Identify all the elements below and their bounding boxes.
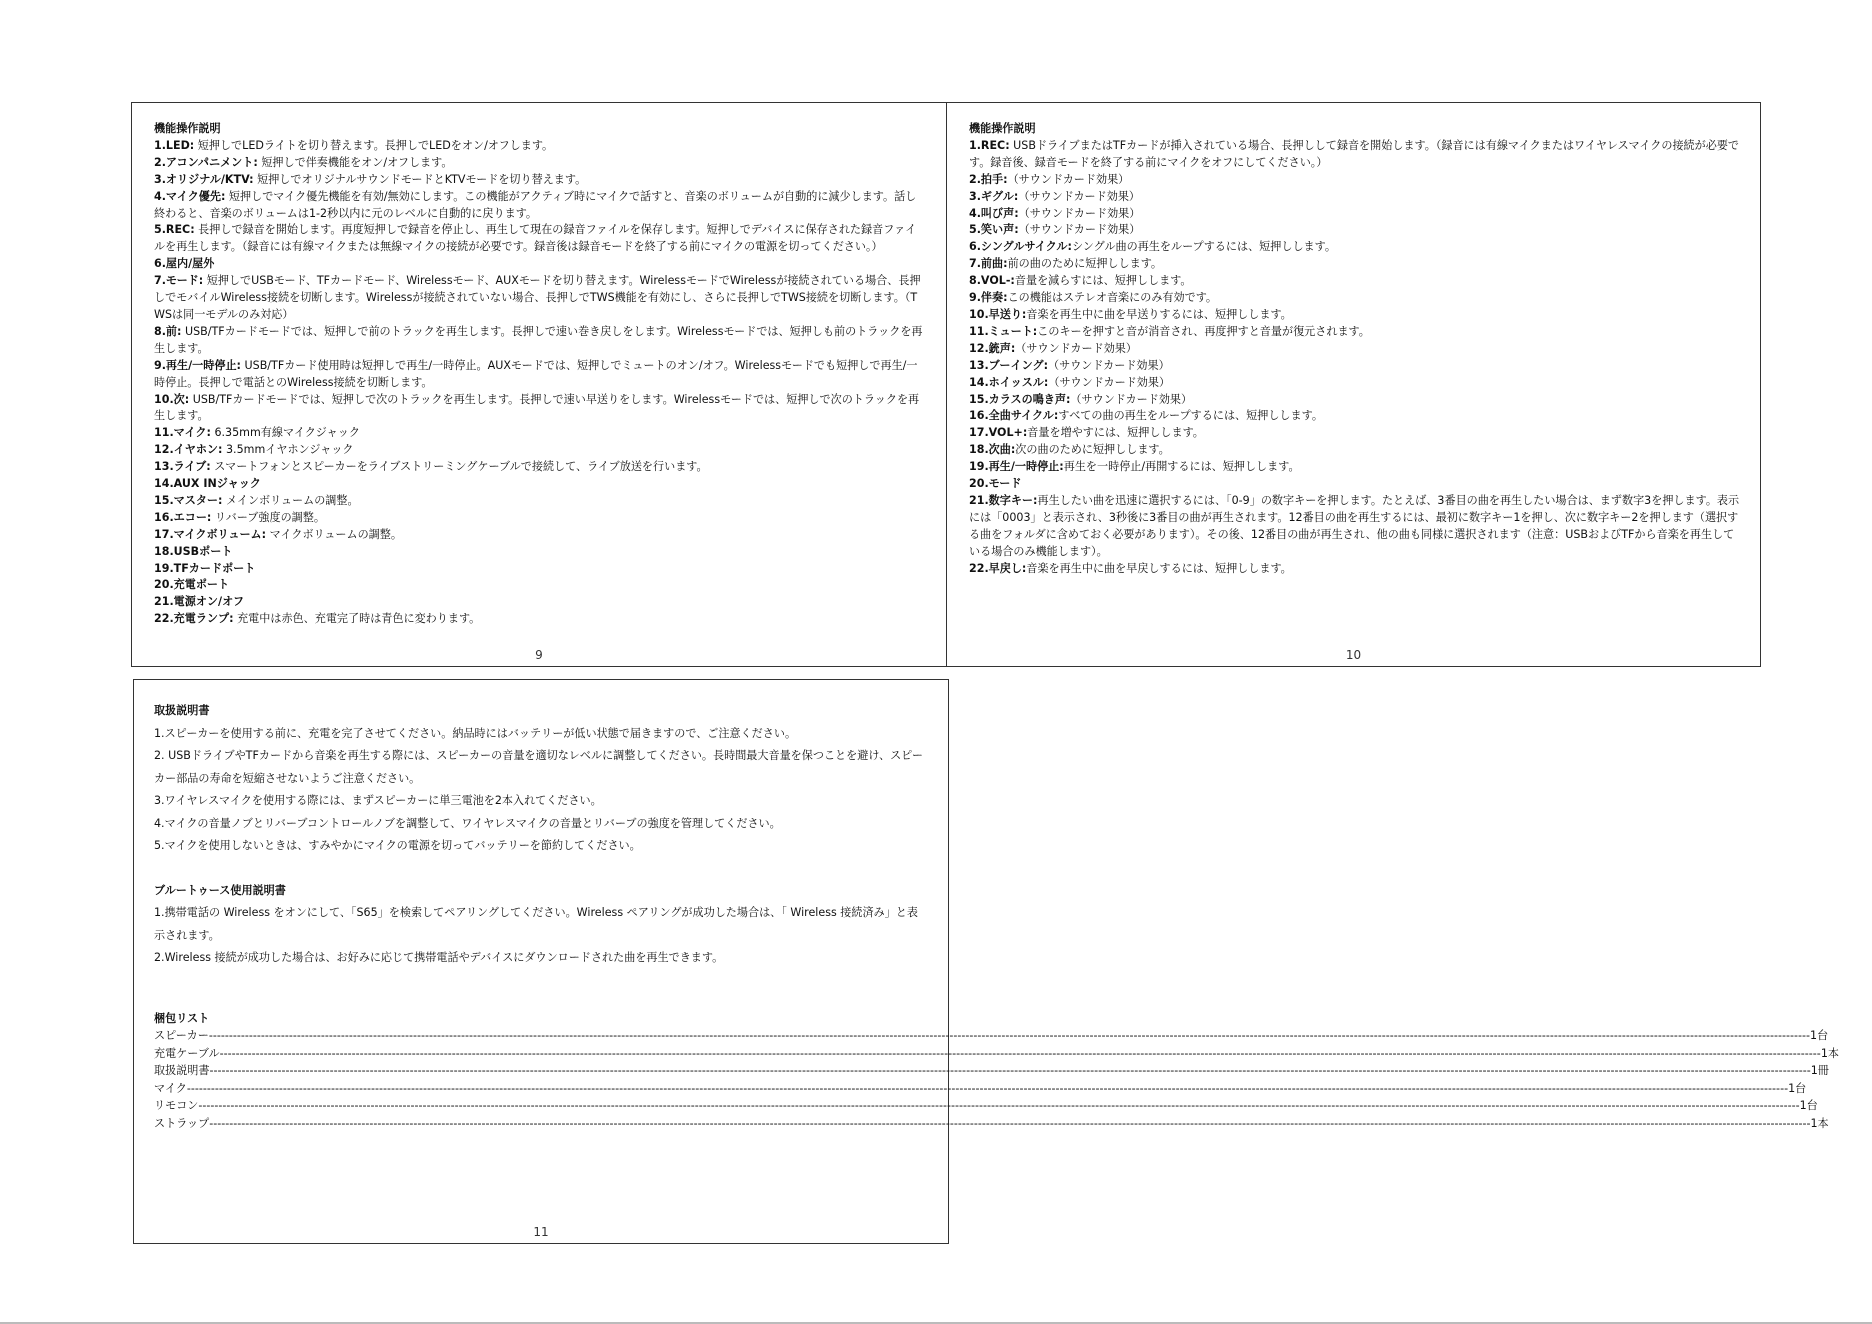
list-item — [969, 222, 1740, 239]
package-item — [154, 1027, 1829, 1045]
item-label: 14.AUX INジャック — [154, 477, 261, 491]
item-label: 22.早戻し: — [969, 561, 1027, 575]
list-item — [154, 476, 926, 493]
list-item — [154, 577, 926, 594]
item-description: （サウンドカード効果） — [1018, 206, 1141, 220]
list-item — [969, 358, 1740, 375]
list-item — [969, 459, 1740, 476]
dotted-leader: ---------------------------------------------------------------------------------------------------------------------------------------------------------------------------------------------------------------------------------------------------------------------------------------------------------------------------------------------------------------------------------------------------------------- — [208, 1029, 1811, 1042]
package-item-quantity: 1台 — [1810, 1029, 1829, 1042]
item-label: 4.叫び声: — [969, 206, 1019, 220]
manual-item: 1.スピーカーを使用する前に、充電を完了させてください。納品時にはバッテリーが低い状態で届きますので、ご注意ください。 — [154, 726, 797, 740]
item-description: すべての曲の再生をループするには、短押しします。 — [1058, 409, 1323, 423]
item-description: 次の曲のために短押しします。 — [1015, 443, 1170, 457]
item-description: 短押しでLEDライトを切り替えます。長押しでLEDをオン/オフします。 — [194, 138, 554, 152]
page-11-content — [154, 700, 1839, 1132]
item-label: 10.早送り: — [969, 307, 1027, 321]
item-label: 16.エコー: — [154, 510, 212, 524]
list-item — [969, 273, 1740, 290]
package-list-title: 梱包リスト — [154, 1011, 210, 1025]
item-label: 17.VOL+: — [969, 426, 1028, 440]
item-label: 17.マイクボリューム: — [154, 527, 267, 541]
item-label: 9.再生/一時停止: — [154, 358, 241, 372]
list-item — [969, 493, 1740, 561]
list-item — [154, 594, 926, 611]
list-item — [154, 138, 926, 155]
item-description: 短押しでオリジナルサウンドモードとKTVモードを切り替えます。 — [253, 172, 587, 186]
list-item — [969, 561, 1740, 578]
list-item — [969, 425, 1740, 442]
item-label: 7.前曲: — [969, 257, 1008, 271]
item-label: 6.屋内/屋外 — [154, 257, 215, 271]
list-item — [154, 442, 926, 459]
package-item-name: 充電ケーブル — [154, 1046, 220, 1060]
list-item — [154, 324, 926, 358]
package-item-quantity: 1台 — [1788, 1081, 1807, 1095]
page-10-item-list — [969, 138, 1740, 578]
item-description: （サウンドカード効果） — [1018, 189, 1141, 203]
item-label: 3.ギグル: — [969, 189, 1019, 203]
item-label: 3.オリジナル/KTV: — [154, 172, 254, 186]
package-item — [154, 1115, 1829, 1133]
item-description: 前の曲のために短押しします。 — [1007, 257, 1162, 271]
package-item-name: スピーカー — [154, 1029, 209, 1042]
item-label: 20.充電ポート — [154, 578, 230, 592]
list-item — [969, 256, 1740, 273]
item-description: （サウンドカード効果） — [1048, 358, 1170, 372]
package-item — [154, 1045, 1839, 1063]
manual-item: 3.ワイヤレスマイクを使用する際には、まずスピーカーに単三電池を2本入れてください。 — [154, 794, 602, 807]
item-label: 18.次曲: — [969, 443, 1016, 457]
item-description: 充電中は赤色、充電完了時は青色に変わります。 — [233, 612, 481, 626]
manual-item: 2. USBドライブやTFカードから音楽を再生する際には、スピーカーの音量を適切なレベルに調整してください。長時間最大音量を保つことを避け、スピーカー部品の寿命を短縮させないようご注意ください。 — [154, 749, 923, 785]
item-description: 音楽を再生中に曲を早戻しするには、短押しします。 — [1026, 561, 1292, 575]
item-label: 16.全曲サイクル: — [969, 409, 1059, 423]
item-description: 短押しでマイク優先機能を有効/無効にします。この機能がアクティブ時にマイクで話すと、音楽のボリュームが自動的に減少します。話し終わると、音楽のボリュームは1-2秒以内に元のレベルに自動的に戻ります。 — [154, 189, 917, 220]
dotted-leader: ---------------------------------------------------------------------------------------------------------------------------------------------------------------------------------------------------------------------------------------------------------------------------------------------------------------------------------------------------------------------------------------------------------------- — [186, 1081, 1789, 1095]
page-10-content — [969, 121, 1740, 577]
item-description: 3.5mmイヤホンジャック — [222, 443, 354, 457]
list-item — [969, 375, 1740, 392]
item-description: マイクボリュームの調整。 — [266, 527, 402, 541]
item-description: メインボリュームの調整。 — [222, 493, 359, 507]
item-label: 11.マイク: — [154, 426, 211, 440]
manual-page-9 — [131, 102, 947, 667]
dotted-leader: ---------------------------------------------------------------------------------------------------------------------------------------------------------------------------------------------------------------------------------------------------------------------------------------------------------------------------------------------------------------------------------------------------------------- — [219, 1046, 1821, 1060]
item-label: 7.モード: — [154, 274, 204, 288]
item-label: 4.マイク優先: — [154, 189, 226, 203]
manual-item: 5.マイクを使用しないときは、すみやかにマイクの電源を切ってバッテリーを節約してください。 — [154, 839, 641, 852]
item-description: 音量を増やすには、短押しします。 — [1027, 426, 1204, 440]
manual-page-11 — [133, 679, 1839, 1244]
list-item — [969, 324, 1740, 341]
bluetooth-item-list — [154, 902, 926, 970]
item-label: 21.電源オン/オフ — [154, 595, 244, 609]
page-9-title: 機能操作説明 — [154, 122, 221, 135]
item-label: 14.ホイッスル: — [969, 375, 1049, 389]
list-item — [154, 189, 926, 223]
bluetooth-item: 1.携帯電話の Wireless をオンにして、「S65」を検索してペアリングしてください。Wireless ペアリングが成功した場合は、「 Wireless 接続済み」と表示されます。 — [154, 906, 918, 942]
item-description: （サウンドカード効果） — [1007, 172, 1130, 186]
item-label: 18.USBポート — [154, 544, 233, 558]
list-item — [969, 239, 1740, 256]
manual-page-10 — [946, 102, 1761, 667]
list-item — [969, 172, 1740, 189]
package-item-quantity: 1冊 — [1810, 1064, 1829, 1077]
item-description: この機能はステレオ音楽にのみ有効です。 — [1007, 291, 1218, 305]
list-item — [154, 273, 926, 324]
package-item-quantity: 1台 — [1799, 1099, 1818, 1112]
item-label: 2.拍手: — [969, 172, 1008, 186]
item-label: 21.数字キー: — [969, 493, 1038, 507]
page-9-item-list — [154, 138, 926, 628]
item-description: 音量を減らすには、短押しします。 — [1014, 274, 1192, 288]
item-description: USBドライブまたはTFカードが挿入されている場合、長押しして録音を開始します。（録音には有線マイクまたはワイヤレスマイクの接続が必要です。録音後、録音モードを終了する前にマイクをオフにしてください。） — [969, 138, 1740, 169]
item-label: 22.充電ランプ: — [154, 612, 234, 626]
list-item — [154, 155, 926, 172]
item-label: 2.アコンパニメント: — [154, 155, 258, 169]
item-description: 長押しで録音を開始します。再度短押しで録音を停止し、再生して現在の録音ファイルを保存します。短押しでデバイスに保存された録音ファイルを再生します。（録音には有線マイクまたは無線マイクの接続が必要です。録音後は録音モードを終了する前にマイクの電源を切ってください。） — [154, 223, 917, 254]
item-description: リバーブ強度の調整。 — [211, 510, 325, 524]
item-label: 13.ブーイング: — [969, 358, 1049, 372]
item-label: 11.ミュート: — [969, 324, 1038, 338]
item-description: USB/TFカードモードでは、短押しで次のトラックを再生します。長押しで速い早送りをします。Wirelessモードでは、短押しで次のトラックを再生します。 — [154, 392, 920, 423]
manual-item-list — [154, 723, 926, 858]
package-item-name: 取扱説明書 — [154, 1064, 210, 1077]
dotted-leader: ---------------------------------------------------------------------------------------------------------------------------------------------------------------------------------------------------------------------------------------------------------------------------------------------------------------------------------------------------------------------------------------------------------------- — [209, 1116, 1811, 1130]
item-description: このキーを押すと音が消音され、再度押すと音量が復元されます。 — [1037, 324, 1370, 338]
item-description: 6.35mm有線マイクジャック — [210, 426, 360, 440]
list-item — [969, 206, 1740, 223]
list-item — [154, 544, 926, 561]
package-item-quantity: 1本 — [1820, 1046, 1839, 1060]
item-label: 20.モード — [969, 477, 1022, 491]
item-label: 8.VOL-: — [969, 274, 1015, 288]
item-description: 短押しでUSBモード、TFカードモード、Wirelessモード、AUXモードを切り替えます。WirelessモードでWirelessが接続されている場合、長押しでモバイルWireless接続を切断します。Wirelessが接続されていない場合、長押しでTWS機能を有効にし、さらに長押しでTWS接続を切断します。（TWSは同一モデルのみ対応） — [154, 274, 921, 321]
item-description: 音楽を再生中に曲を早送りするには、短押しします。 — [1026, 307, 1292, 321]
dotted-leader: ---------------------------------------------------------------------------------------------------------------------------------------------------------------------------------------------------------------------------------------------------------------------------------------------------------------------------------------------------------------------------------------------------------------- — [209, 1064, 1811, 1077]
item-label: 15.マスター: — [154, 493, 223, 507]
item-description: （サウンドカード効果） — [1015, 341, 1137, 355]
list-item — [969, 442, 1740, 459]
manual-section-title: 取扱説明書 — [154, 704, 210, 717]
item-label: 9.伴奏: — [969, 291, 1008, 305]
item-description: 再生したい曲を迅速に選択するには、「0-9」の数字キーを押します。たとえば、3番目の曲を再生したい場合は、まず数字3を押します。表示には「0003」と表示され、3秒後に3番目の曲が再生されます。12番目の曲を再生するには、最初に数字キー1を押し、次に数字キー2を押します（選択する曲をフォルダに含めておく必要があります）。その後、12番目の曲が再生され、他の曲も同様に選択されます（注意：USBおよびTFから音楽を再生している場合のみ機能します）。 — [969, 493, 1740, 558]
list-item — [969, 290, 1740, 307]
package-item-name: リモコン — [154, 1099, 199, 1112]
list-item — [154, 425, 926, 442]
package-item-name: ストラップ — [154, 1116, 210, 1130]
item-description: 再生を一時停止/再開するには、短押しします。 — [1063, 460, 1300, 474]
item-description: USB/TFカード使用時は短押しで再生/一時停止。AUXモードでは、短押しでミュートのオン/オフ。Wirelessモードでも短押しで再生/一時停止。長押しで電話とのWireless接続を切断します。 — [154, 358, 918, 389]
list-item — [154, 493, 926, 510]
list-item — [154, 561, 926, 578]
manual-item: 4.マイクの音量ノブとリバーブコントロールノブを調整して、ワイヤレスマイクの音量とリバーブの強度を管理してください。 — [154, 816, 781, 830]
dotted-leader: ---------------------------------------------------------------------------------------------------------------------------------------------------------------------------------------------------------------------------------------------------------------------------------------------------------------------------------------------------------------------------------------------------------------- — [198, 1099, 1800, 1112]
list-item — [969, 392, 1740, 409]
page-10-title: 機能操作説明 — [969, 122, 1036, 135]
item-label: 19.再生/一時停止: — [969, 460, 1064, 474]
page-9-content — [154, 121, 926, 628]
item-description: USB/TFカードモードでは、短押しで前のトラックを再生します。長押しで速い巻き戻しをします。Wirelessモードでは、短押しも前のトラックを再生します。 — [154, 324, 923, 355]
item-label: 12.銃声: — [969, 341, 1016, 355]
list-item — [969, 189, 1740, 206]
item-label: 6.シングルサイクル: — [969, 240, 1072, 254]
item-description: スマートフォンとスピーカーをライブストリーミングケーブルで接続して、ライブ放送を行います。 — [210, 460, 708, 474]
list-item — [969, 476, 1740, 493]
list-item — [154, 510, 926, 527]
list-item — [969, 341, 1740, 358]
list-item — [969, 408, 1740, 425]
item-label: 8.前: — [154, 324, 182, 338]
page-number: 11 — [533, 1225, 549, 1239]
bluetooth-item: 2.Wireless 接続が成功した場合は、お好みに応じて携帯電話やデバイスにダウンロードされた曲を再生できます。 — [154, 951, 724, 964]
item-label: 12.イヤホン: — [154, 443, 223, 457]
item-label: 15.カラスの鳴き声: — [969, 392, 1071, 406]
item-description: シングル曲の再生をループするには、短押しします。 — [1071, 240, 1336, 254]
list-item — [969, 307, 1740, 324]
package-list — [154, 1027, 1839, 1132]
item-label: 5.REC: — [154, 223, 195, 237]
item-label: 1.REC: — [969, 138, 1010, 152]
page-number: 10 — [1345, 648, 1362, 662]
bluetooth-section-title: ブルートゥース使用説明書 — [154, 883, 286, 897]
item-description: （サウンドカード効果） — [1018, 223, 1141, 237]
list-item — [969, 138, 1740, 172]
list-item — [154, 392, 926, 426]
item-label: 13.ライブ: — [154, 460, 211, 474]
package-item — [154, 1097, 1818, 1115]
list-item — [154, 527, 926, 544]
package-item-quantity: 1本 — [1810, 1116, 1829, 1130]
list-item — [154, 256, 926, 273]
list-item — [154, 222, 926, 256]
package-item — [154, 1062, 1829, 1080]
item-label: 19.TFカードポート — [154, 561, 256, 575]
item-label: 1.LED: — [154, 138, 195, 152]
list-item — [154, 358, 926, 392]
item-label: 10.次: — [154, 392, 190, 406]
item-description: 短押しで伴奏機能をオン/オフします。 — [257, 155, 453, 169]
item-label: 5.笑い声: — [969, 223, 1019, 237]
list-item — [154, 172, 926, 189]
page-number: 9 — [535, 648, 543, 662]
item-description: （サウンドカード効果） — [1070, 392, 1193, 406]
package-item-name: マイク — [154, 1081, 187, 1095]
package-item — [154, 1080, 1807, 1098]
list-item — [154, 611, 926, 628]
item-description: （サウンドカード効果） — [1048, 375, 1171, 389]
list-item — [154, 459, 926, 476]
